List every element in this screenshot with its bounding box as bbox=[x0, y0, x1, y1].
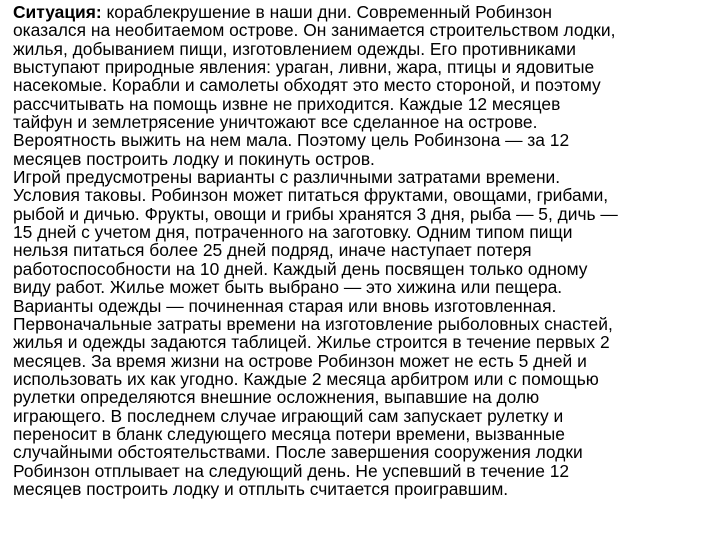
text-line: работоспособности на 10 дней. Каждый день посвящен только одному bbox=[13, 258, 588, 279]
text-line: играющего. В последнем случае играющий сам запускает рулетку и bbox=[13, 405, 564, 426]
text-line: жилья, добыванием пищи, изготовлением одежды. Его противниками bbox=[13, 38, 576, 59]
text-line: переносит в бланк следующего месяца потери времени, вызванные bbox=[13, 423, 565, 444]
text-line: оказался на необитаемом острове. Он занимается строительством лодки, bbox=[13, 20, 616, 41]
text-line: использовать их как угодно. Каждые 2 месяца арбитром или с помощью bbox=[13, 368, 599, 389]
text-line: тайфун и землетрясение уничтожают все сделанное на острове. bbox=[13, 112, 538, 133]
text-line: рассчитывать на помощь извне не приходится. Каждые 12 месяцев bbox=[13, 93, 561, 114]
text-line: виду работ. Жилье может быть выбрано — это хижина или пещера. bbox=[13, 277, 563, 298]
text-line: рыбой и дичью. Фрукты, овощи и грибы хранятся 3 дня, рыба — 5, дичь — bbox=[13, 203, 618, 224]
text-line: рулетки определяются внешние осложнения, выпавшие на долю bbox=[13, 387, 540, 408]
rules-paragraph bbox=[13, 168, 714, 498]
text-line: Условия таковы. Робинзон может питаться фруктами, овощами, грибами, bbox=[13, 185, 609, 206]
text-line: Первоначальные затраты времени на изготовление рыболовных снастей, bbox=[13, 313, 613, 334]
text-line: Варианты одежды — починенная старая или вновь изготовленная. bbox=[13, 295, 557, 316]
text-line-content: кораблекрушение в наши дни. Современный Робинзон bbox=[101, 2, 553, 22]
text-line: Игрой предусмотрены варианты с различными затратами времени. bbox=[13, 167, 561, 188]
text-line: выступают природные явления: ураган, ливни, жара, птицы и ядовитые bbox=[13, 57, 595, 78]
text-line: нельзя питаться более 25 дней подряд, иначе наступает потеря bbox=[13, 240, 532, 261]
text-line: Робинзон отплывает на следующий день. Не успевший в течение 12 bbox=[13, 460, 570, 481]
text-line: месяцев построить лодку и покинуть остров. bbox=[13, 148, 375, 169]
text-line: Вероятность выжить на нем мала. Поэтому цель Робинзона — за 12 bbox=[13, 130, 570, 151]
situation-lead: Ситуация: bbox=[13, 2, 102, 22]
text-line: насекомые. Корабли и самолеты обходят это место стороной, и поэтому bbox=[13, 75, 601, 96]
text-line: случайными обстоятельствами. После завершения сооружения лодки bbox=[13, 442, 583, 463]
text-line: 15 дней с учетом дня, потраченного на заготовку. Одним типом пищи bbox=[13, 222, 573, 243]
text-line bbox=[13, 3, 714, 21]
text-line: жилья и одежды задаются таблицей. Жилье строится в течение первых 2 bbox=[13, 332, 610, 353]
text-line: месяцев. За время жизни на острове Робинзон может не есть 5 дней и bbox=[13, 350, 587, 371]
text-line: месяцев построить лодку и отплыть считается проигравшим. bbox=[13, 478, 509, 499]
situation-paragraph bbox=[13, 0, 714, 168]
